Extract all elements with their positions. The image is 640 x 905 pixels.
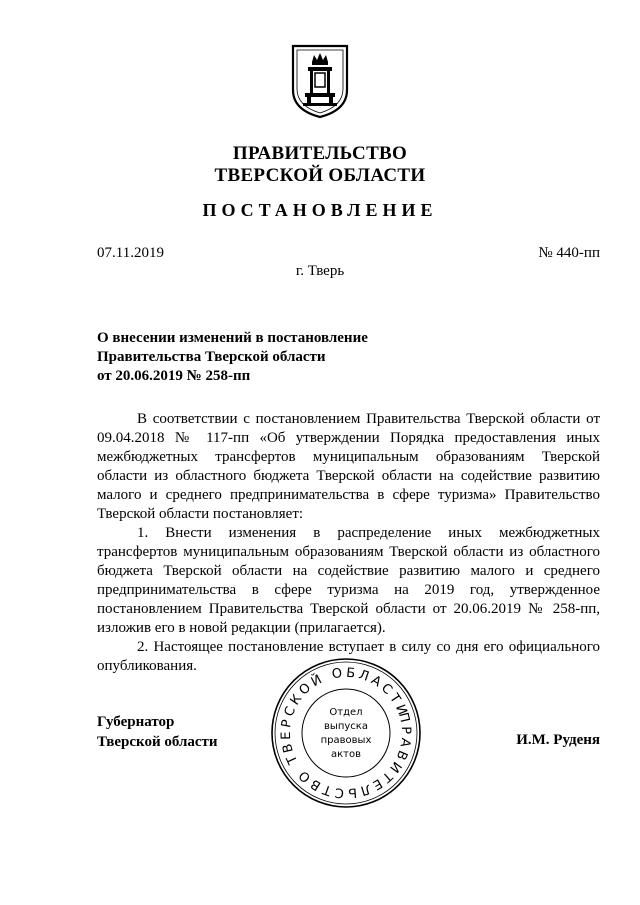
signatory-name: И.М. Руденя bbox=[516, 732, 600, 748]
signatory-title bbox=[97, 712, 218, 752]
stamp-line4: актов bbox=[330, 749, 362, 760]
org-name-line1: ПРАВИТЕЛЬСТВО bbox=[232, 143, 408, 164]
official-stamp bbox=[268, 655, 424, 811]
org-name-line2: ТВЕРСКОЙ ОБЛАСТИ bbox=[214, 165, 426, 186]
subject-line2: Правительства Тверской области bbox=[97, 349, 326, 365]
coat-of-arms-icon bbox=[287, 42, 353, 120]
stamp-line3: правовых bbox=[320, 735, 372, 746]
body-paragraph-3: 2. Настоящее постановление вступает в силу со дня его официального опубликования. bbox=[97, 639, 600, 674]
stamp-ring-text: ПРАВИТЕЛЬСТВО ТВЕРСКОЙ ОБЛАСТИ bbox=[278, 665, 414, 801]
signatory-title-line2: Тверской области bbox=[97, 734, 218, 750]
body-paragraph-1: В соответствии с постановлением Правительства Тверской области от 09.04.2018 № 117-пп «Об утверждении Порядка предоставления иных межбюджетных трансфертов муниципальным образованиям Тверской области из областного бюджета Тверской области на содействие развитию малого и среднего предпринимательства в сфере туризма» Правительство Тверской области постановляет: bbox=[97, 411, 600, 522]
body-paragraph-2: 1. Внести изменения в распределение иных межбюджетных трансфертов муниципальным образованиям Тверской области из областного бюджета Тверской области на содействие развитию малого и среднего предпринимательства в сфере туризма на 2019 год, утвержденное постановлением Правительства Тверской области от 20.06.2019 № 258-пп, изложив его в новой редакции (прилагается). bbox=[97, 525, 600, 636]
document-number: № 440-пп bbox=[538, 245, 600, 261]
stamp-line1: Отдел bbox=[329, 707, 363, 718]
stamp-line2: выпуска bbox=[324, 721, 368, 732]
document-city: г. Тверь bbox=[295, 263, 345, 279]
subject-line1: О внесении изменений в постановление bbox=[97, 330, 368, 346]
subject-line3: от 20.06.2019 № 258-пп bbox=[97, 368, 251, 384]
document-body bbox=[97, 410, 600, 676]
document-subject bbox=[97, 329, 368, 386]
signatory-title-line1: Губернатор bbox=[97, 714, 175, 730]
document-type: ПОСТАНОВЛЕНИЕ bbox=[202, 200, 438, 220]
document-date: 07.11.2019 bbox=[97, 245, 164, 261]
svg-text:ПРАВИТЕЛЬСТВО ТВЕРСКОЙ ОБЛАСТИ bbox=[268, 655, 424, 811]
